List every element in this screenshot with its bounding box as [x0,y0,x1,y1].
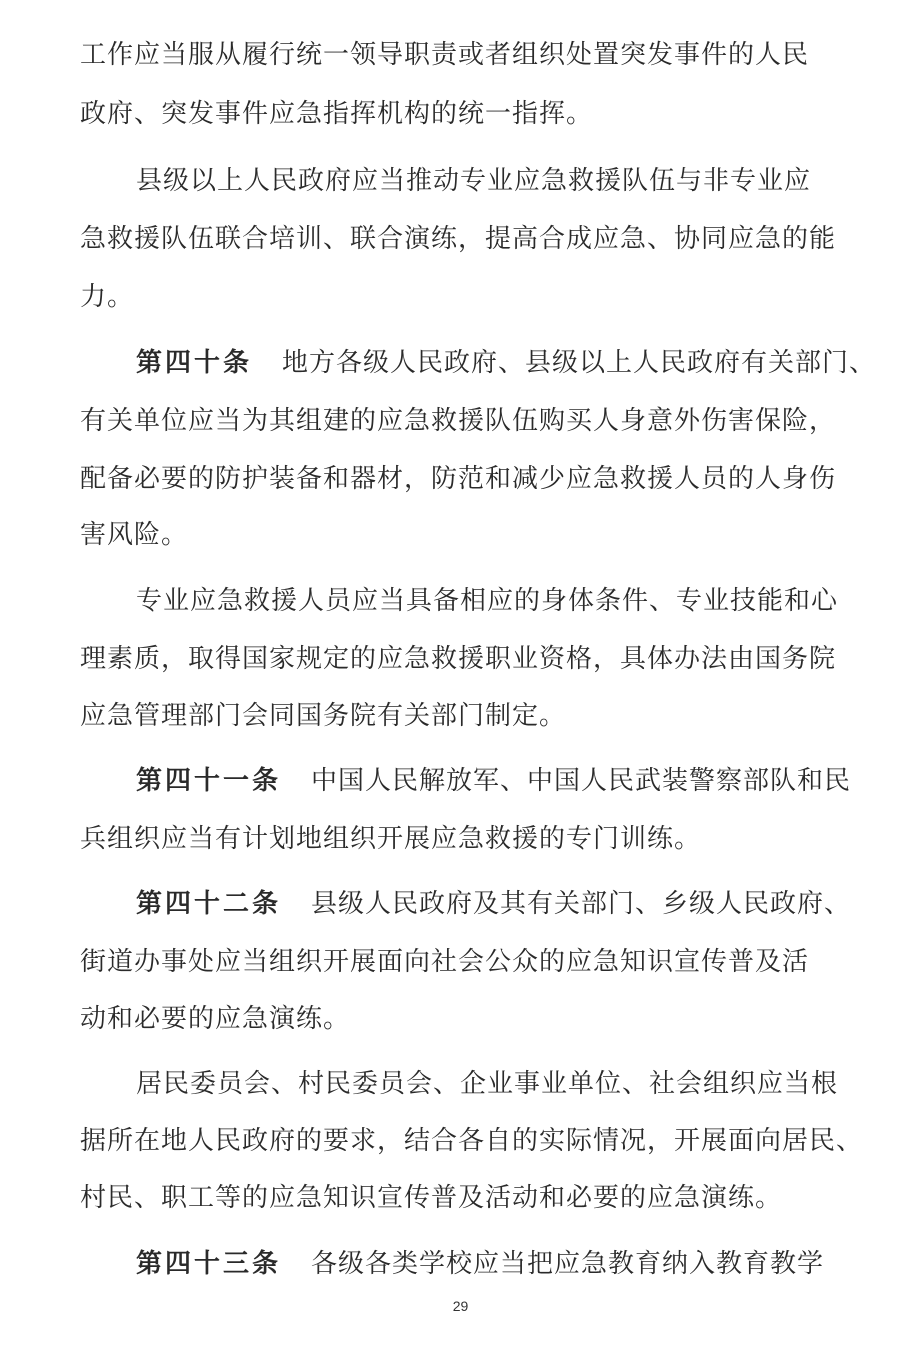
text-line: 配备必要的防护装备和器材，防范和减少应急救援人员的人身伤 [80,464,837,494]
page-number: 29 [452,1298,469,1314]
article-line [136,343,876,383]
text-line: 街道办事处应当组织开展面向社会公众的应急知识宣传普及活 [80,947,810,977]
text-line: 县级以上人民政府应当推动专业应急救援队伍与非专业应 [136,166,812,196]
text-line: 动和必要的应急演练。 [80,1004,351,1034]
text-line: 理素质，取得国家规定的应急救援职业资格，具体办法由国务院 [80,644,837,674]
text-line: 兵组织应当有计划地组织开展应急救援的专门训练。 [80,824,702,854]
article-heading: 第四十一条 [136,766,282,796]
text-line: 居民委员会、村民委员会、企业事业单位、社会组织应当根 [136,1069,839,1099]
text-line: 村民、职工等的应急知识宣传普及活动和必要的应急演练。 [80,1183,783,1213]
article-line [136,1244,824,1284]
text-line: 应急管理部门会同国务院有关部门制定。 [80,701,567,731]
text-line: 据所在地人民政府的要求，结合各自的实际情况，开展面向居民、 [80,1126,864,1156]
article-line [136,761,851,801]
text-line: 中国人民解放军、中国人民武装警察部队和民 [311,766,852,796]
text-line: 专业应急救援人员应当具备相应的身体条件、专业技能和心 [136,586,839,616]
text-line: 政府、突发事件应急指挥机构的统一指挥。 [80,99,594,129]
text-line: 害风险。 [80,520,189,550]
text-line: 地方各级人民政府、县级以上人民政府有关部门、 [282,348,877,378]
text-line: 各级各类学校应当把应急教育纳入教育教学 [311,1249,825,1279]
article-heading: 第四十三条 [136,1249,282,1279]
text-line: 急救援队伍联合培训、联合演练，提高合成应急、协同应急的能 [80,224,837,254]
text-line: 有关单位应当为其组建的应急救援队伍购买人身意外伤害保险， [80,406,837,436]
text-line: 工作应当服从履行统一领导职责或者组织处置突发事件的人民 [80,40,810,70]
article-line [136,884,851,924]
text-line: 力。 [80,282,135,312]
text-line: 县级人民政府及其有关部门、乡级人民政府、 [311,889,852,919]
article-heading: 第四十条 [136,348,253,378]
article-heading: 第四十二条 [136,889,282,919]
